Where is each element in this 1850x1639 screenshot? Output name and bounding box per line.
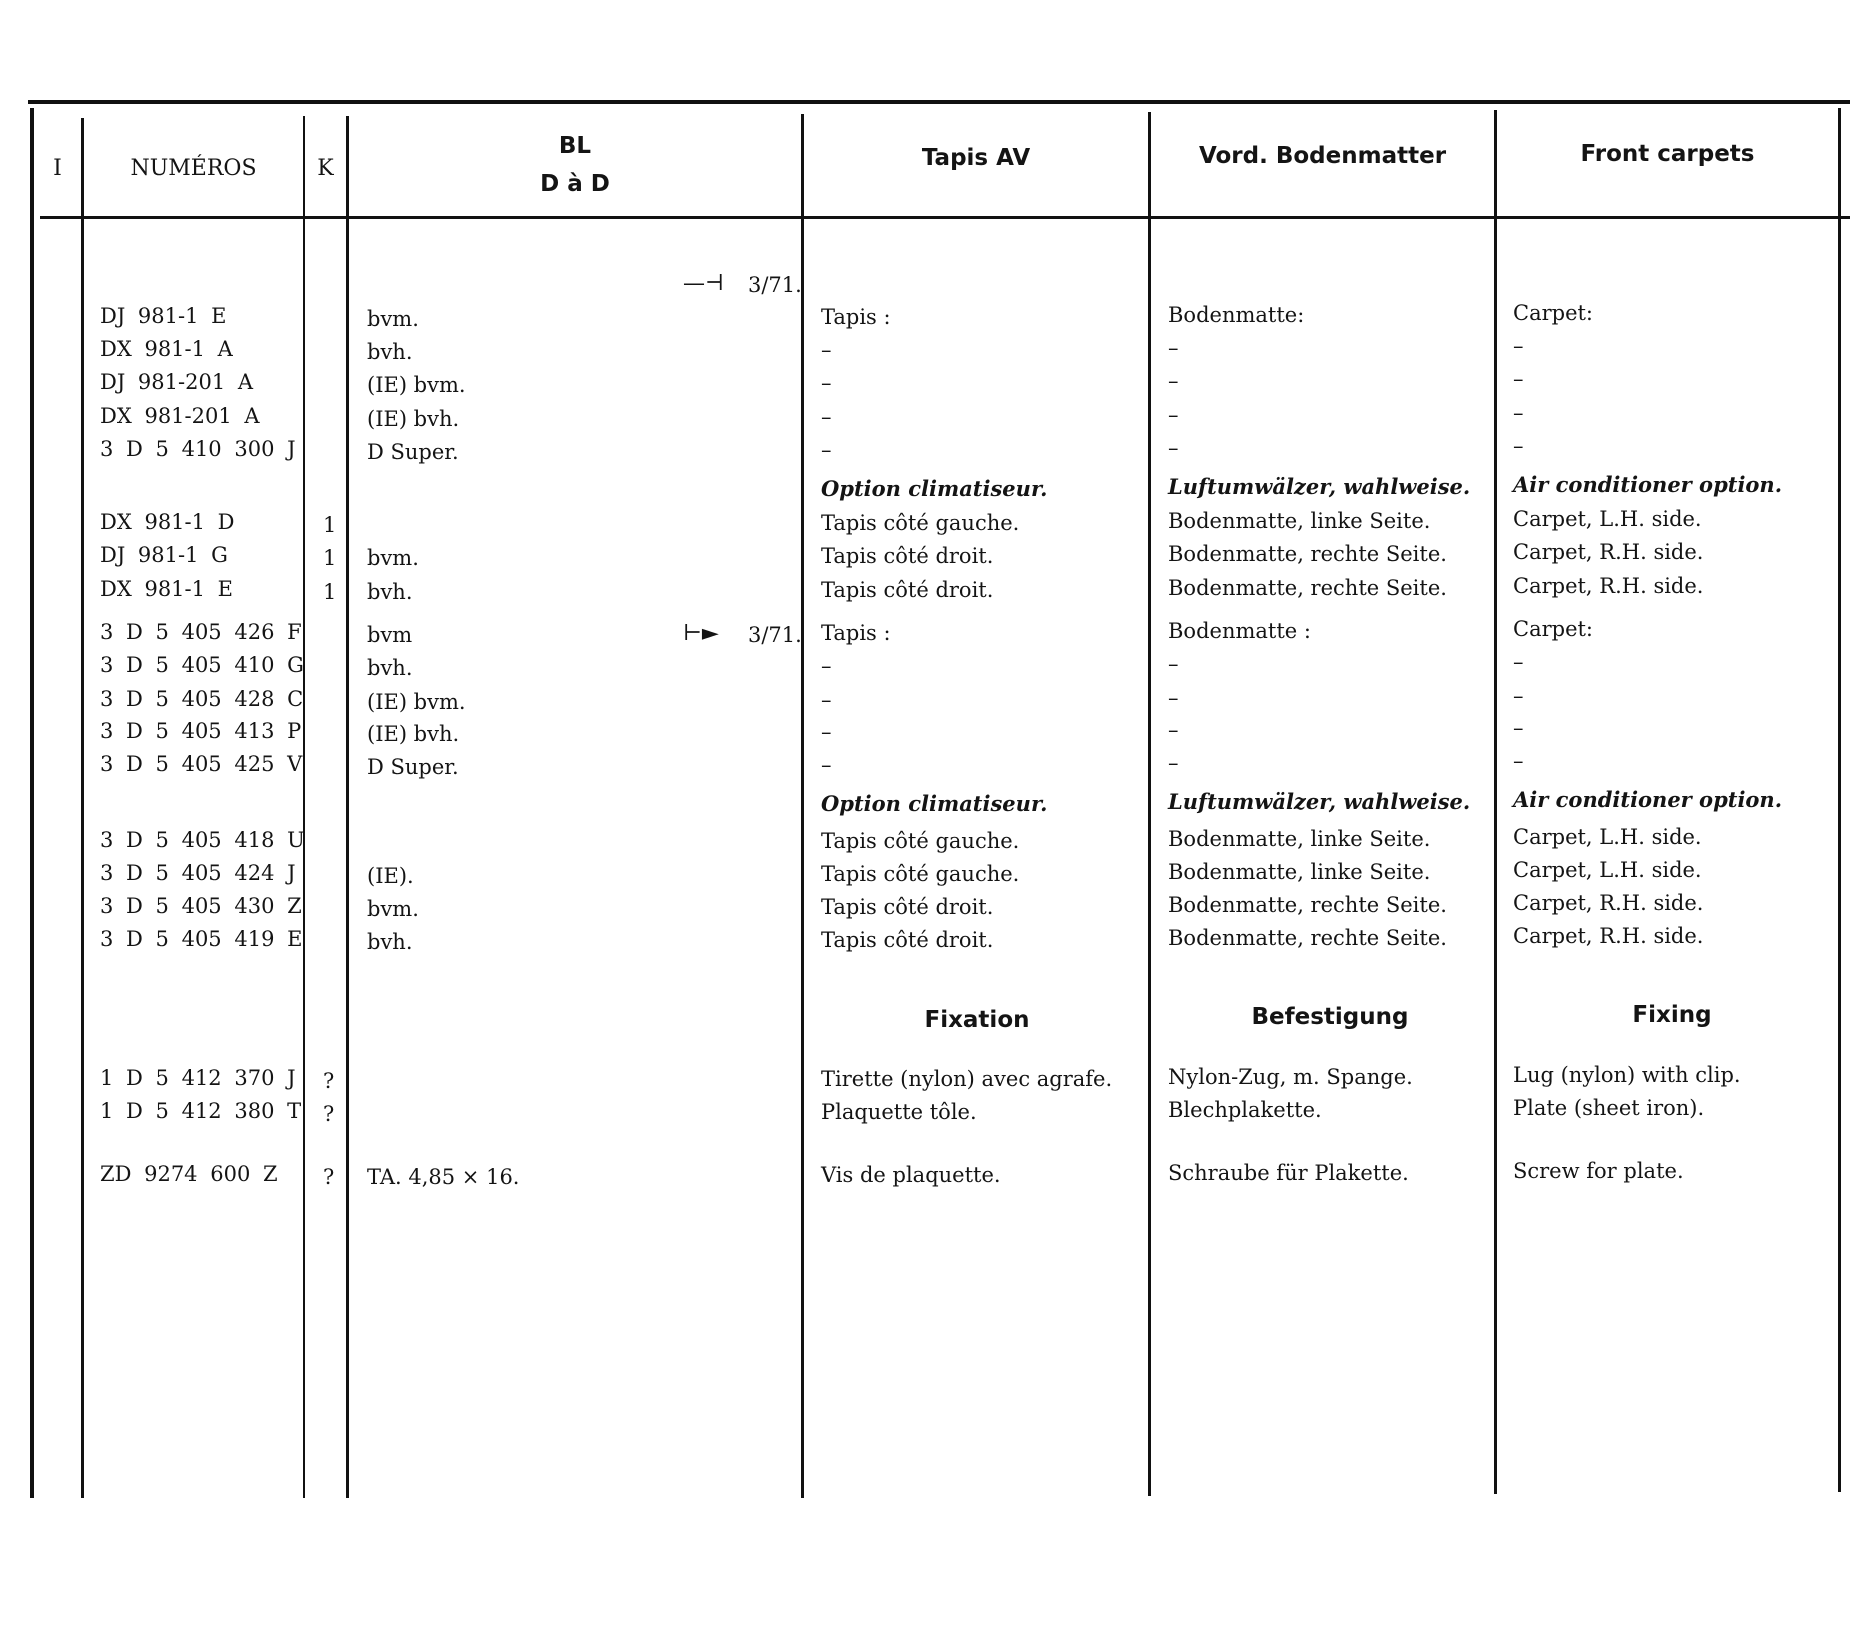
cell-num: 1 D 5 412 380 T [100, 1099, 302, 1123]
cell-bl: D Super. [367, 440, 459, 464]
cell-k: ? [323, 1102, 335, 1126]
divider-de [1494, 110, 1497, 1494]
cell-fr: Option climatiseur. [821, 791, 1048, 816]
right-border-rule [1838, 108, 1841, 1492]
cell-de: – [1168, 436, 1179, 460]
cell-de: Schraube für Plakette. [1168, 1161, 1409, 1185]
cell-bl: (IE) bvh. [367, 722, 460, 746]
cell-de: – [1168, 751, 1179, 775]
divider-fr [1148, 112, 1151, 1496]
cell-de: Blechplakette. [1168, 1098, 1322, 1122]
cell-en: Air conditioner option. [1513, 787, 1783, 812]
cell-de: Nylon-Zug, m. Spange. [1168, 1065, 1413, 1089]
cell-de: – [1168, 403, 1179, 427]
from-arrow-icon: ⊢► [683, 621, 719, 646]
left-border-rule [30, 108, 34, 1498]
cell-bl: (IE) bvm. [367, 690, 466, 714]
header-k: K [317, 156, 334, 181]
cell-fr: Option climatiseur. [821, 476, 1048, 501]
cell-en: – [1513, 401, 1524, 425]
header-tapis-av: Tapis AV [921, 145, 1031, 171]
cell-de: – [1168, 369, 1179, 393]
cell-de: Luftumwälzer, wahlweise. [1168, 474, 1471, 499]
cell-fr: Tapis côté droit. [821, 544, 994, 568]
cell-fr: Vis de plaquette. [821, 1163, 1001, 1187]
cell-de: – [1168, 686, 1179, 710]
cell-de: Luftumwälzer, wahlweise. [1168, 789, 1471, 814]
cell-bl: bvm. [367, 546, 419, 570]
cell-de: Bodenmatte, rechte Seite. [1168, 542, 1447, 566]
cell-bl: D Super. [367, 755, 459, 779]
cell-bl: bvh. [367, 340, 413, 364]
cell-en: – [1513, 367, 1524, 391]
cell-fr: – [821, 405, 832, 429]
cell-num: 1 D 5 412 370 J [100, 1066, 296, 1090]
cell-en: Plate (sheet iron). [1513, 1096, 1705, 1120]
header-bl-range: D à D [540, 171, 610, 197]
cell-bl: bvm [367, 623, 413, 647]
cell-de: Bodenmatte, linke Seite. [1168, 509, 1431, 533]
cell-de: – [1168, 718, 1179, 742]
header-numeros: NUMÉROS [130, 156, 257, 181]
cell-fr: Tapis côté droit. [821, 578, 994, 602]
divider-k [346, 116, 349, 1498]
cell-de: Bodenmatte, rechte Seite. [1168, 576, 1447, 600]
cell-num: 3 D 5 405 419 E [100, 927, 303, 951]
cell-bl: bvm. [367, 307, 419, 331]
cell-num: 3 D 5 405 428 C [100, 687, 304, 711]
cell-de: Bodenmatte, rechte Seite. [1168, 893, 1447, 917]
cell-en: Carpet, L.H. side. [1513, 507, 1702, 531]
cell-k: ? [323, 1069, 335, 1093]
cell-k: ? [323, 1165, 335, 1189]
cell-fr: Plaquette tôle. [821, 1100, 977, 1124]
cell-num: 3 D 5 405 426 F [100, 620, 302, 644]
cell-de: Bodenmatte: [1168, 303, 1305, 327]
cell-fr: – [821, 654, 832, 678]
cell-k: 1 [323, 513, 337, 537]
cell-num: ZD 9274 600 Z [100, 1162, 278, 1186]
cell-bl: (IE) bvh. [367, 407, 460, 431]
cell-en: – [1513, 650, 1524, 674]
cell-de: Bodenmatte : [1168, 619, 1311, 643]
from-date: 3/71. [748, 623, 802, 647]
header-vord-bodenmatter: Vord. Bodenmatter [1198, 143, 1447, 169]
cell-num: DJ 981-201 A [100, 370, 254, 394]
section-fixing: Fixing [1632, 1002, 1712, 1028]
cell-en: – [1513, 334, 1524, 358]
cell-bl: bvh. [367, 580, 413, 604]
cell-en: Carpet, R.H. side. [1513, 540, 1704, 564]
cell-fr: Tapis côté gauche. [821, 829, 1020, 853]
cell-en: – [1513, 716, 1524, 740]
divider-i [81, 118, 84, 1498]
header-bottom-rule [40, 216, 1850, 219]
section-fixation: Fixation [924, 1007, 1030, 1033]
cell-num: DJ 981-1 E [100, 304, 227, 328]
cell-de: – [1168, 336, 1179, 360]
cell-k: 1 [323, 546, 337, 570]
cell-en: Carpet: [1513, 301, 1594, 325]
header-front-carpets: Front carpets [1580, 141, 1755, 167]
cell-fr: Tapis côté droit. [821, 895, 994, 919]
cell-fr: Tapis côté gauche. [821, 862, 1020, 886]
cell-fr: – [821, 753, 832, 777]
cell-fr: – [821, 438, 832, 462]
cell-num: 3 D 5 405 413 P [100, 719, 302, 743]
header-i: I [53, 156, 62, 181]
cell-de: Bodenmatte, rechte Seite. [1168, 926, 1447, 950]
cell-bl: bvh. [367, 930, 413, 954]
cell-fr: – [821, 371, 832, 395]
cell-en: – [1513, 434, 1524, 458]
cell-k: 1 [323, 580, 337, 604]
cell-fr: Tapis : [821, 305, 891, 329]
cell-de: Bodenmatte, linke Seite. [1168, 827, 1431, 851]
cell-en: Carpet, L.H. side. [1513, 858, 1702, 882]
cell-num: 3 D 5 405 418 U [100, 828, 305, 852]
top-rule [28, 100, 1850, 104]
cell-fr: Tapis : [821, 621, 891, 645]
cell-en: – [1513, 749, 1524, 773]
cell-de: Bodenmatte, linke Seite. [1168, 860, 1431, 884]
cell-fr: Tirette (nylon) avec agrafe. [821, 1067, 1113, 1091]
cell-fr: Tapis côté droit. [821, 928, 994, 952]
cell-en: Lug (nylon) with clip. [1513, 1063, 1741, 1087]
until-date: 3/71. [748, 273, 802, 297]
cell-en: Air conditioner option. [1513, 472, 1783, 497]
cell-de: – [1168, 652, 1179, 676]
cell-num: DJ 981-1 G [100, 543, 228, 567]
cell-en: Carpet, R.H. side. [1513, 574, 1704, 598]
cell-num: 3 D 5 405 424 J [100, 861, 296, 885]
cell-num: 3 D 5 405 425 V [100, 752, 303, 776]
cell-en: Carpet, R.H. side. [1513, 891, 1704, 915]
cell-num: DX 981-1 E [100, 577, 234, 601]
cell-num: 3 D 5 405 410 G [100, 653, 304, 677]
cell-en: – [1513, 684, 1524, 708]
cell-num: DX 981-201 A [100, 404, 260, 428]
header-bl: BL [558, 133, 592, 159]
cell-num: 3 D 5 410 300 J [100, 437, 296, 461]
cell-fr: Tapis côté gauche. [821, 511, 1020, 535]
cell-en: Carpet, R.H. side. [1513, 924, 1704, 948]
cell-num: DX 981-1 D [100, 510, 235, 534]
cell-bl: bvh. [367, 656, 413, 680]
cell-bl: bvm. [367, 897, 419, 921]
cell-en: Screw for plate. [1513, 1159, 1684, 1183]
cell-num: 3 D 5 405 430 Z [100, 894, 302, 918]
cell-fr: – [821, 720, 832, 744]
divider-numeros [303, 116, 305, 1498]
until-arrow-icon: —⊣ [683, 271, 724, 296]
cell-bl: (IE). [367, 864, 414, 888]
cell-bl: TA. 4,85 × 16. [367, 1165, 520, 1189]
cell-fr: – [821, 338, 832, 362]
section-befestigung: Befestigung [1251, 1004, 1409, 1030]
cell-fr: – [821, 688, 832, 712]
cell-num: DX 981-1 A [100, 337, 233, 361]
cell-bl: (IE) bvm. [367, 373, 466, 397]
cell-en: Carpet: [1513, 617, 1594, 641]
divider-bl [801, 114, 804, 1498]
cell-en: Carpet, L.H. side. [1513, 825, 1702, 849]
